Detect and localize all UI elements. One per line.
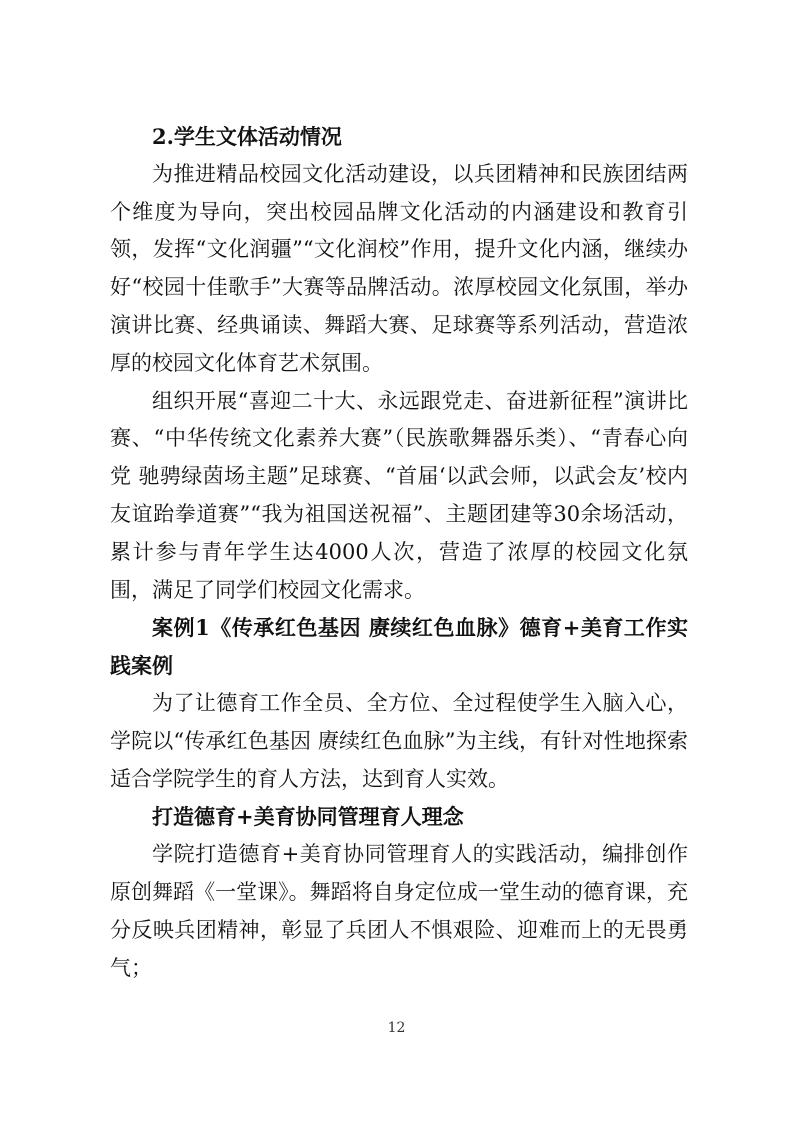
page-number: 12 <box>387 1020 406 1036</box>
case-paragraph: 为了让德育工作全员、全方位、全过程使学生入脑入心，学院以“传承红色基因 赓续红色血脉”为主线，有针对性地探索适合学院学生的育人方法，达到育人实效。 <box>110 690 688 791</box>
page-content <box>110 118 688 987</box>
subheading: 打造德育+美育协同管理育人理念 <box>152 804 464 830</box>
paragraph-2: 组织开展“喜迎二十大、永远跟党走、奋进新征程”演讲比赛、“中华传统文化素养大赛”（民族歌舞器乐类）、“青春心向党 驰骋绿茵场主题”足球赛、“首届‘以武会师，以武会友’校内友谊跆拳道赛”“我为祖国送祝福”、主题团建等30余场活动，累计参与青年学生达4000人次，营造了浓厚的校园文化氛围，满足了同学们校园文化需求。 <box>110 388 688 602</box>
last-paragraph: 学院打造德育+美育协同管理育人的实践活动，编排创作原创舞蹈《一堂课》。舞蹈将自身定位成一堂生动的德育课，充分反映兵团精神，彰显了兵团人不惧艰险、迎难而上的无畏勇气； <box>110 842 688 980</box>
section-heading: 2.学生文体活动情况 <box>152 124 342 149</box>
paragraph-1: 为推进精品校园文化活动建设，以兵团精神和民族团结两个维度为导向，突出校园品牌文化活动的内涵建设和教育引领，发挥“文化润疆”“文化润校”作用，提升文化内涵，继续办好“校园十佳歌手”大赛等品牌活动。浓厚校园文化氛围，举办演讲比赛、经典诵读、舞蹈大赛、足球赛等系列活动，营造浓厚的校园文化体育艺术氛围。 <box>110 161 688 375</box>
case-title: 案例1《传承红色基因 赓续红色血脉》德育+美育工作实践案例 <box>110 615 688 679</box>
